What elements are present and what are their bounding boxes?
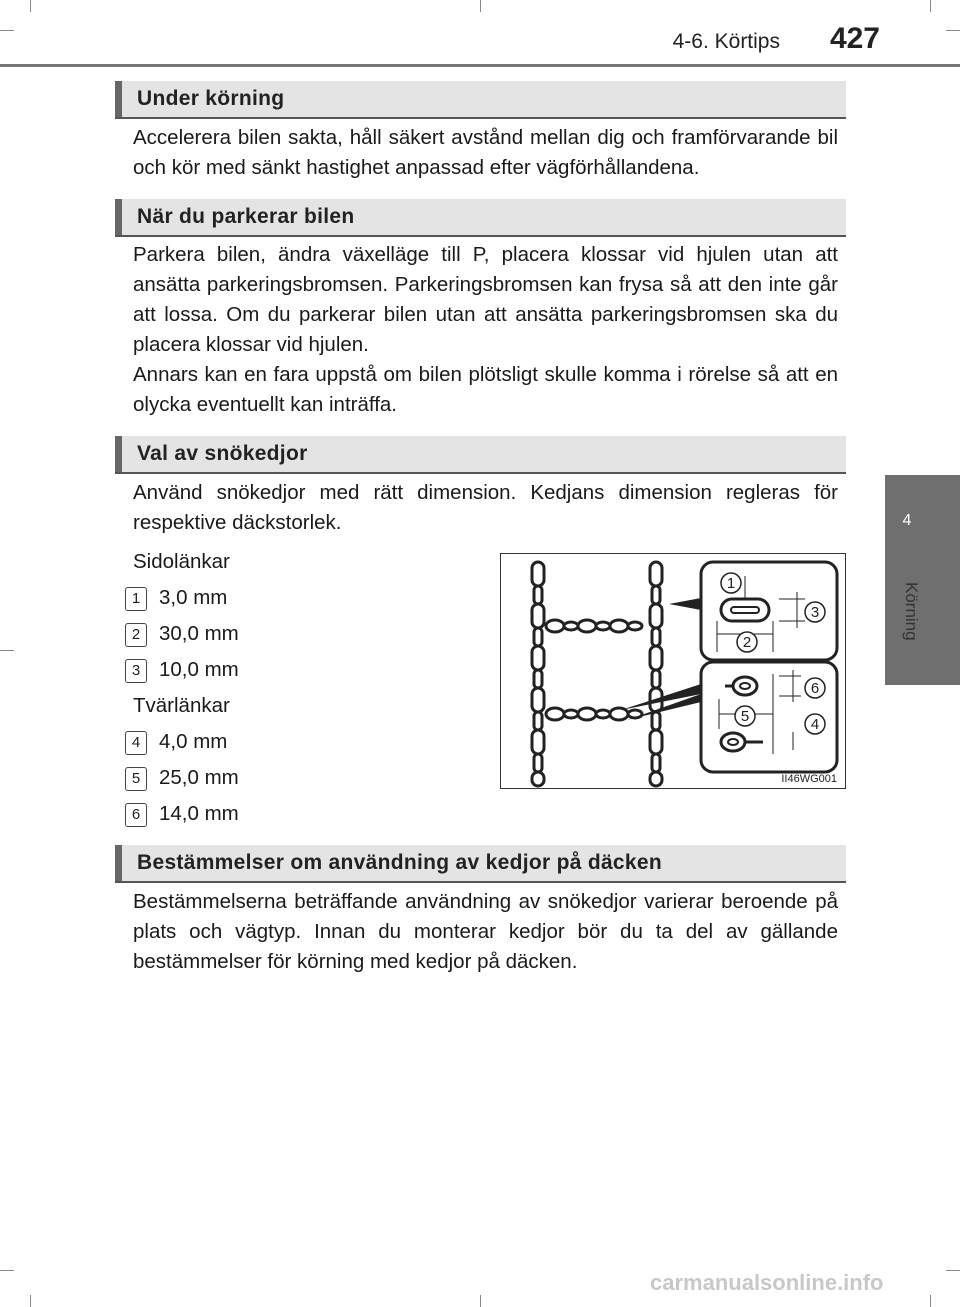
- heading-bar: [115, 81, 122, 117]
- crop-mark: [946, 30, 960, 31]
- spec-number-badge: 5: [125, 767, 147, 791]
- crop-mark: [930, 1295, 931, 1307]
- crop-mark: [480, 1295, 481, 1307]
- spec-number-badge: 6: [125, 803, 147, 827]
- heading-text: Bestämmelser om användning av kedjor på däcken: [137, 851, 662, 874]
- figure-callout-6: 6: [810, 680, 820, 697]
- paragraph-driving: Accelerera bilen sakta, håll säkert avstånd mellan dig och framförvarande bil och kör med sänkt hastighet anpassad efter vägförhållandena.: [133, 126, 838, 179]
- chapter-label: Körning: [902, 582, 921, 641]
- heading-bar: [115, 199, 122, 235]
- cross-links-label: Tvärlänkar: [133, 694, 230, 717]
- detail-cross-link: [701, 662, 837, 772]
- heading-chains: [115, 436, 846, 474]
- paragraph-parking-2: Annars kan en fara uppstå om bilen plötsligt skulle komma i rörelse så att en olycka eventuellt kan inträffa.: [133, 363, 838, 416]
- detail-side-link: [701, 562, 837, 660]
- spec-value: 10,0 mm: [159, 658, 239, 681]
- side-chain-left: [532, 562, 544, 786]
- paragraph-parking-1: Parkera bilen, ändra växelläge till P, placera klossar vid hjulen utan att ansätta parkeringsbromsen. Parkeringsbromsen kan frysa så att den inte går att lossa. Om du parkerar bilen utan att ansätta parkeringsbromsen ska du placera klossar vid hjulen.: [133, 243, 838, 356]
- cross-chain-lower: [546, 708, 642, 720]
- figure-callout-5: 5: [740, 708, 750, 725]
- crop-mark: [946, 1270, 960, 1271]
- figure-callout-1: 1: [726, 575, 736, 592]
- page-number: 427: [829, 22, 880, 55]
- crop-mark: [0, 30, 14, 31]
- header-rule: [0, 64, 960, 67]
- spec-value: 4,0 mm: [159, 730, 228, 753]
- heading-text: Under körning: [137, 87, 285, 110]
- crop-mark: [30, 1295, 31, 1307]
- spec-number-badge: 2: [125, 623, 147, 647]
- heading-text: Val av snökedjor: [137, 442, 308, 465]
- section-title: 4-6. Körtips: [672, 30, 780, 53]
- snow-chain-figure: [500, 553, 846, 789]
- spec-number-badge: 1: [125, 587, 147, 611]
- watermark: carmanualsonline.info: [650, 1270, 884, 1295]
- side-links-label: Sidolänkar: [133, 550, 230, 573]
- spec-value: 3,0 mm: [159, 586, 228, 609]
- spec-value: 25,0 mm: [159, 766, 239, 789]
- spec-value: 30,0 mm: [159, 622, 239, 645]
- figure-callout-3: 3: [810, 604, 820, 621]
- crop-mark: [930, 0, 931, 12]
- spec-number-badge: 4: [125, 731, 147, 755]
- side-chain-right: [650, 562, 662, 786]
- chapter-number: 4: [902, 512, 912, 529]
- crop-mark: [30, 0, 31, 12]
- crop-mark: [0, 1270, 14, 1271]
- heading-bar: [115, 845, 122, 881]
- heading-parking: [115, 199, 846, 237]
- heading-bar: [115, 436, 122, 472]
- snow-chain-illustration: [501, 554, 845, 788]
- spec-value: 14,0 mm: [159, 802, 239, 825]
- crop-mark: [0, 650, 14, 651]
- spec-number-badge: 3: [125, 659, 147, 683]
- paragraph-chains: Använd snökedjor med rätt dimension. Kedjans dimension regleras för respektive däckstorlek.: [133, 481, 838, 534]
- heading-text: När du parkerar bilen: [137, 205, 355, 228]
- figure-callout-2: 2: [742, 634, 752, 651]
- crop-mark: [480, 0, 481, 12]
- figure-code: II46WG001: [781, 773, 837, 785]
- figure-callout-4: 4: [810, 716, 820, 733]
- paragraph-regulations: Bestämmelserna beträffande användning av snökedjor varierar beroende på plats och vägtyp. Innan du monterar kedjor bör du ta del av gällande bestämmelser för körning med kedjor på däcken.: [133, 890, 838, 973]
- heading-regulations: [115, 845, 846, 883]
- heading-driving: [115, 81, 846, 119]
- cross-chain-upper: [546, 620, 642, 632]
